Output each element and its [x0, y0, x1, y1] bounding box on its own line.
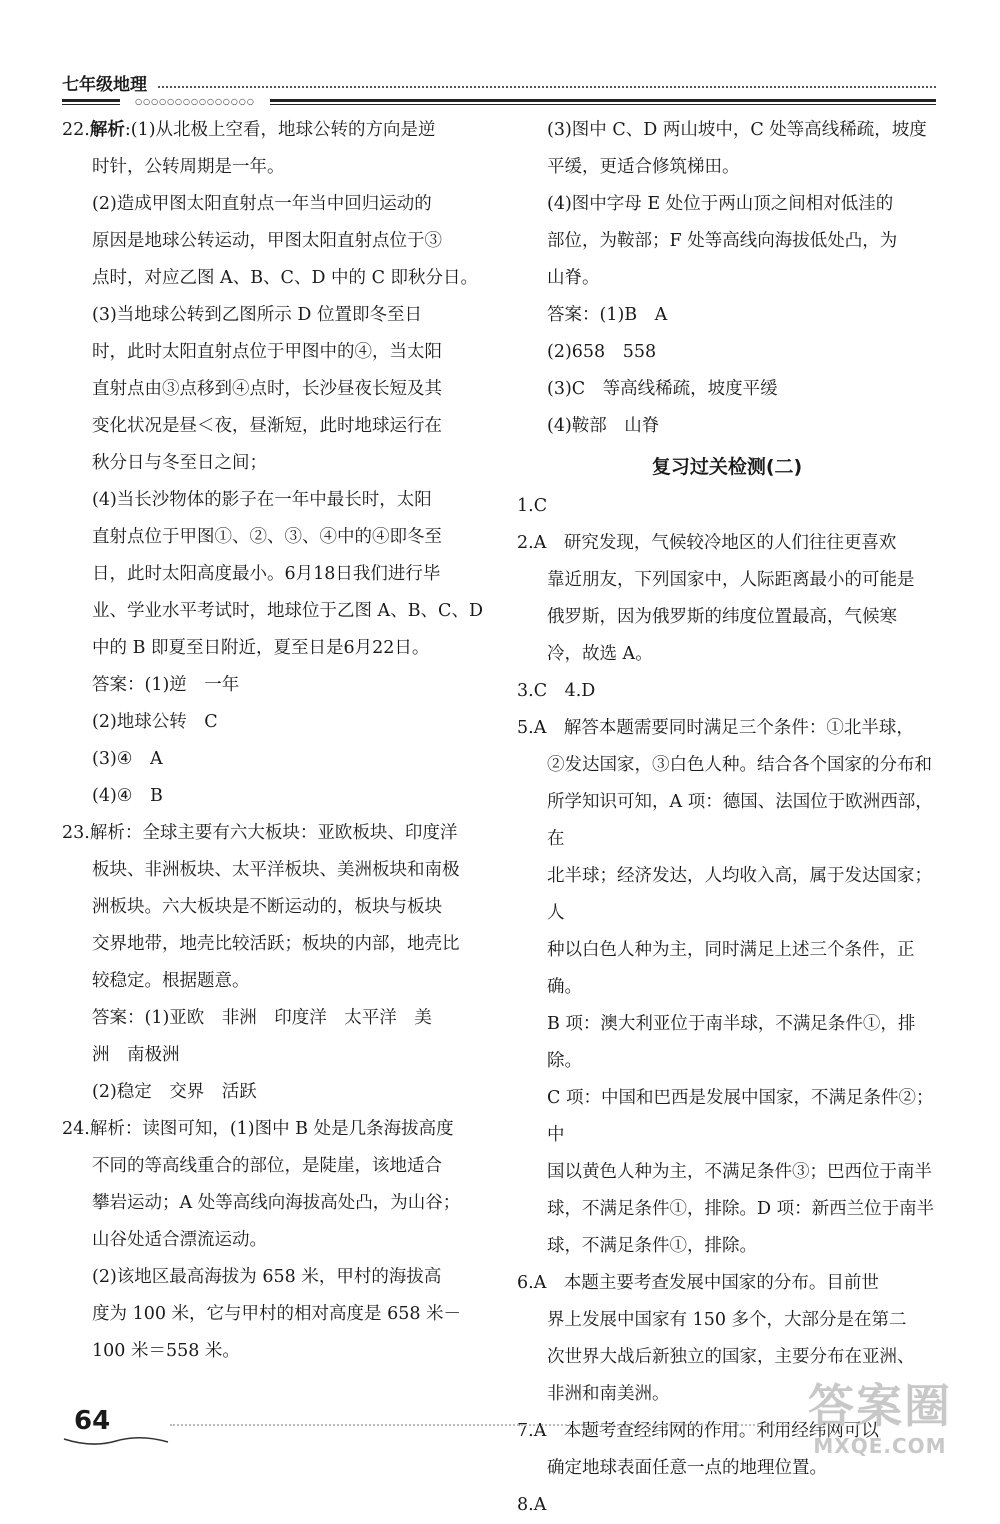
- text-line: 攀岩运动；A 处等高线向海拔高处凸，为山谷；: [92, 1193, 461, 1213]
- text-line: 板块、非洲板块、太平洋板块、美洲板块和南极: [92, 860, 460, 880]
- text-line: 8.A: [517, 1495, 547, 1515]
- text-line: 俄罗斯，因为俄罗斯的纬度位置最高，气候寒: [547, 607, 897, 627]
- watermark-main-text: 答案圈: [808, 1379, 952, 1433]
- text-line: 秋分日与冬至日之间；: [92, 453, 267, 473]
- text-line: (2)造成甲图太阳直射点一年当中回归运动的: [92, 194, 432, 214]
- text-line: 冷，故选 A。: [547, 644, 653, 664]
- text-line: 山谷处适合漂流运动。: [92, 1230, 267, 1250]
- watermark-logo: [775, 1378, 985, 1468]
- text-line: 23.解析：全球主要有六大板块：亚欧板块、印度洋: [62, 823, 458, 843]
- text-line: 洲板块。六大板块是不断运动的，板块与板块: [92, 897, 442, 917]
- text-line: 非洲和南美洲。: [547, 1384, 670, 1404]
- text-line: 度为 100 米，它与甲村的相对高度是 658 米－: [92, 1304, 462, 1324]
- text-line: 部位，为鞍部；F 处等高线向海拔低处凸，为: [547, 231, 898, 251]
- text-line: B 项：澳大利亚位于南半球，不满足条件①，排除。: [547, 1014, 916, 1071]
- header-ornament: ○○○○○○○○○○○○○○○: [120, 97, 270, 107]
- text-line: 时针，公转周期是一年。: [92, 157, 285, 177]
- text-line: 所学知识可知，A 项：德国、法国位于欧洲西部，在: [547, 792, 933, 849]
- text-line: 变化状况是昼＜夜，昼渐短，此时地球运行在: [92, 416, 442, 436]
- text-line: 7.A 本题考查经纬网的作用。利用经纬网可以: [517, 1421, 879, 1441]
- answer-line: (2)稳定 交界 活跃: [92, 1082, 257, 1102]
- text-fragment: :(1)从北极上空看，地球公转的方向是逆: [124, 120, 436, 140]
- text-line: (4)当长沙物体的影子在一年中最长时，太阳: [92, 490, 432, 510]
- text-line: ②发达国家，③白色人种。结合各个国家的分布和: [547, 755, 932, 775]
- text-line: 较稳定。根据题意。: [92, 971, 250, 991]
- text-line: 3.C 4.D: [517, 681, 596, 701]
- text-line: 确定地球表面任意一点的地理位置。: [547, 1458, 827, 1478]
- text-line: 业、学业水平考试时，地球位于乙图 A、B、C、D: [92, 601, 483, 621]
- text-line: 北半球；经济发达，人均收入高，属于发达国家；人: [547, 866, 932, 923]
- text-line: 球，不满足条件①，排除。: [547, 1236, 757, 1256]
- text-line: 100 米＝558 米。: [92, 1341, 240, 1361]
- text-line: 界上发展中国家有 150 多个，大部分是在第二: [547, 1310, 907, 1330]
- text-line: 直射点由③点移到④点时，长沙昼夜长短及其: [92, 379, 442, 399]
- text-line: 直射点位于甲图①、②、③、④中的④即冬至: [92, 527, 442, 547]
- text-line: (3)图中 C、D 两山坡中，C 处等高线稀疏，坡度: [547, 120, 927, 140]
- watermark-sub-text: MXQE.COM: [813, 1434, 947, 1458]
- left-column: [62, 112, 484, 1370]
- page-header-title: 七年级地理: [62, 75, 147, 95]
- answer-line: (2)658 558: [547, 342, 657, 362]
- text-line: (3)当地球公转到乙图所示 D 位置即冬至日: [92, 305, 422, 325]
- footer-dotted-rule: [170, 1424, 790, 1426]
- text-line: 6.A 本题主要考查发展中国家的分布。目前世: [517, 1273, 879, 1293]
- text-line: 国以黄色人种为主，不满足条件③；巴西位于南半: [547, 1162, 932, 1182]
- answer-line: (4)④ B: [92, 786, 163, 806]
- text-line: 24.解析：读图可知，(1)图中 B 处是几条海拔高度: [62, 1119, 454, 1139]
- text-line: 次世界大战后新独立的国家，主要分布在亚洲、: [547, 1347, 915, 1367]
- text-line: [62, 112, 484, 149]
- page-number: 64: [74, 1406, 111, 1436]
- page-number-swoosh: [62, 1436, 170, 1446]
- answer-line: (3)C 等高线稀疏，坡度平缓: [547, 379, 778, 399]
- text-line: 山脊。: [547, 268, 600, 288]
- text-line: 球，不满足条件①，排除。D 项：新西兰位于南半: [547, 1199, 935, 1219]
- header-dotted-rule: [158, 86, 936, 88]
- analysis-label: 解析: [89, 120, 125, 140]
- question-number: 22.: [62, 120, 90, 140]
- text-line: 平缓，更适合修筑梯田。: [547, 157, 740, 177]
- answer-line: (4)鞍部 山脊: [547, 416, 660, 436]
- text-line: 种以白色人种为主，同时满足上述三个条件，正确。: [547, 940, 915, 997]
- text-line: 5.A 解答本题需要同时满足三个条件：①北半球，: [517, 718, 914, 738]
- text-line: 日，此时太阳高度最小。6月18日我们进行毕: [92, 564, 441, 584]
- answer-line: (2)地球公转 C: [92, 712, 218, 732]
- text-line: (2)该地区最高海拔为 658 米，甲村的海拔高: [92, 1267, 442, 1287]
- section-title: 复习过关检测(二): [651, 456, 803, 478]
- text-line: 1.C: [517, 496, 548, 516]
- text-line: 靠近朋友，下列国家中，人际距离最小的可能是: [547, 570, 915, 590]
- text-line: 点时，对应乙图 A、B、C、D 中的 C 即秋分日。: [92, 268, 479, 288]
- answer-line: (3)④ A: [92, 749, 163, 769]
- text-line: 原因是地球公转运动，甲图太阳直射点位于③: [92, 231, 442, 251]
- right-column: [517, 112, 937, 1524]
- text-line: 不同的等高线重合的部位，是陡崖，该地适合: [92, 1156, 442, 1176]
- text-line: (4)图中字母 E 处位于两山顶之间相对低洼的: [547, 194, 894, 214]
- answer-line: 洲 南极洲: [92, 1045, 180, 1065]
- answer-line: 答案：(1)B A: [547, 305, 668, 325]
- answer-line: 答案：(1)逆 一年: [92, 675, 240, 695]
- text-line: 交界地带，地壳比较活跃；板块的内部，地壳比: [92, 934, 460, 954]
- answer-line: 答案：(1)亚欧 非洲 印度洋 太平洋 美: [92, 1008, 432, 1028]
- text-line: 时，此时太阳直射点位于甲图中的④，当太阳: [92, 342, 442, 362]
- text-line: C 项：中国和巴西是发展中国家，不满足条件②；中: [547, 1088, 934, 1145]
- text-line: 2.A 研究发现，气候较冷地区的人们往往更喜欢: [517, 533, 897, 553]
- text-line: 中的 B 即夏至日附近，夏至日是6月22日。: [92, 638, 430, 658]
